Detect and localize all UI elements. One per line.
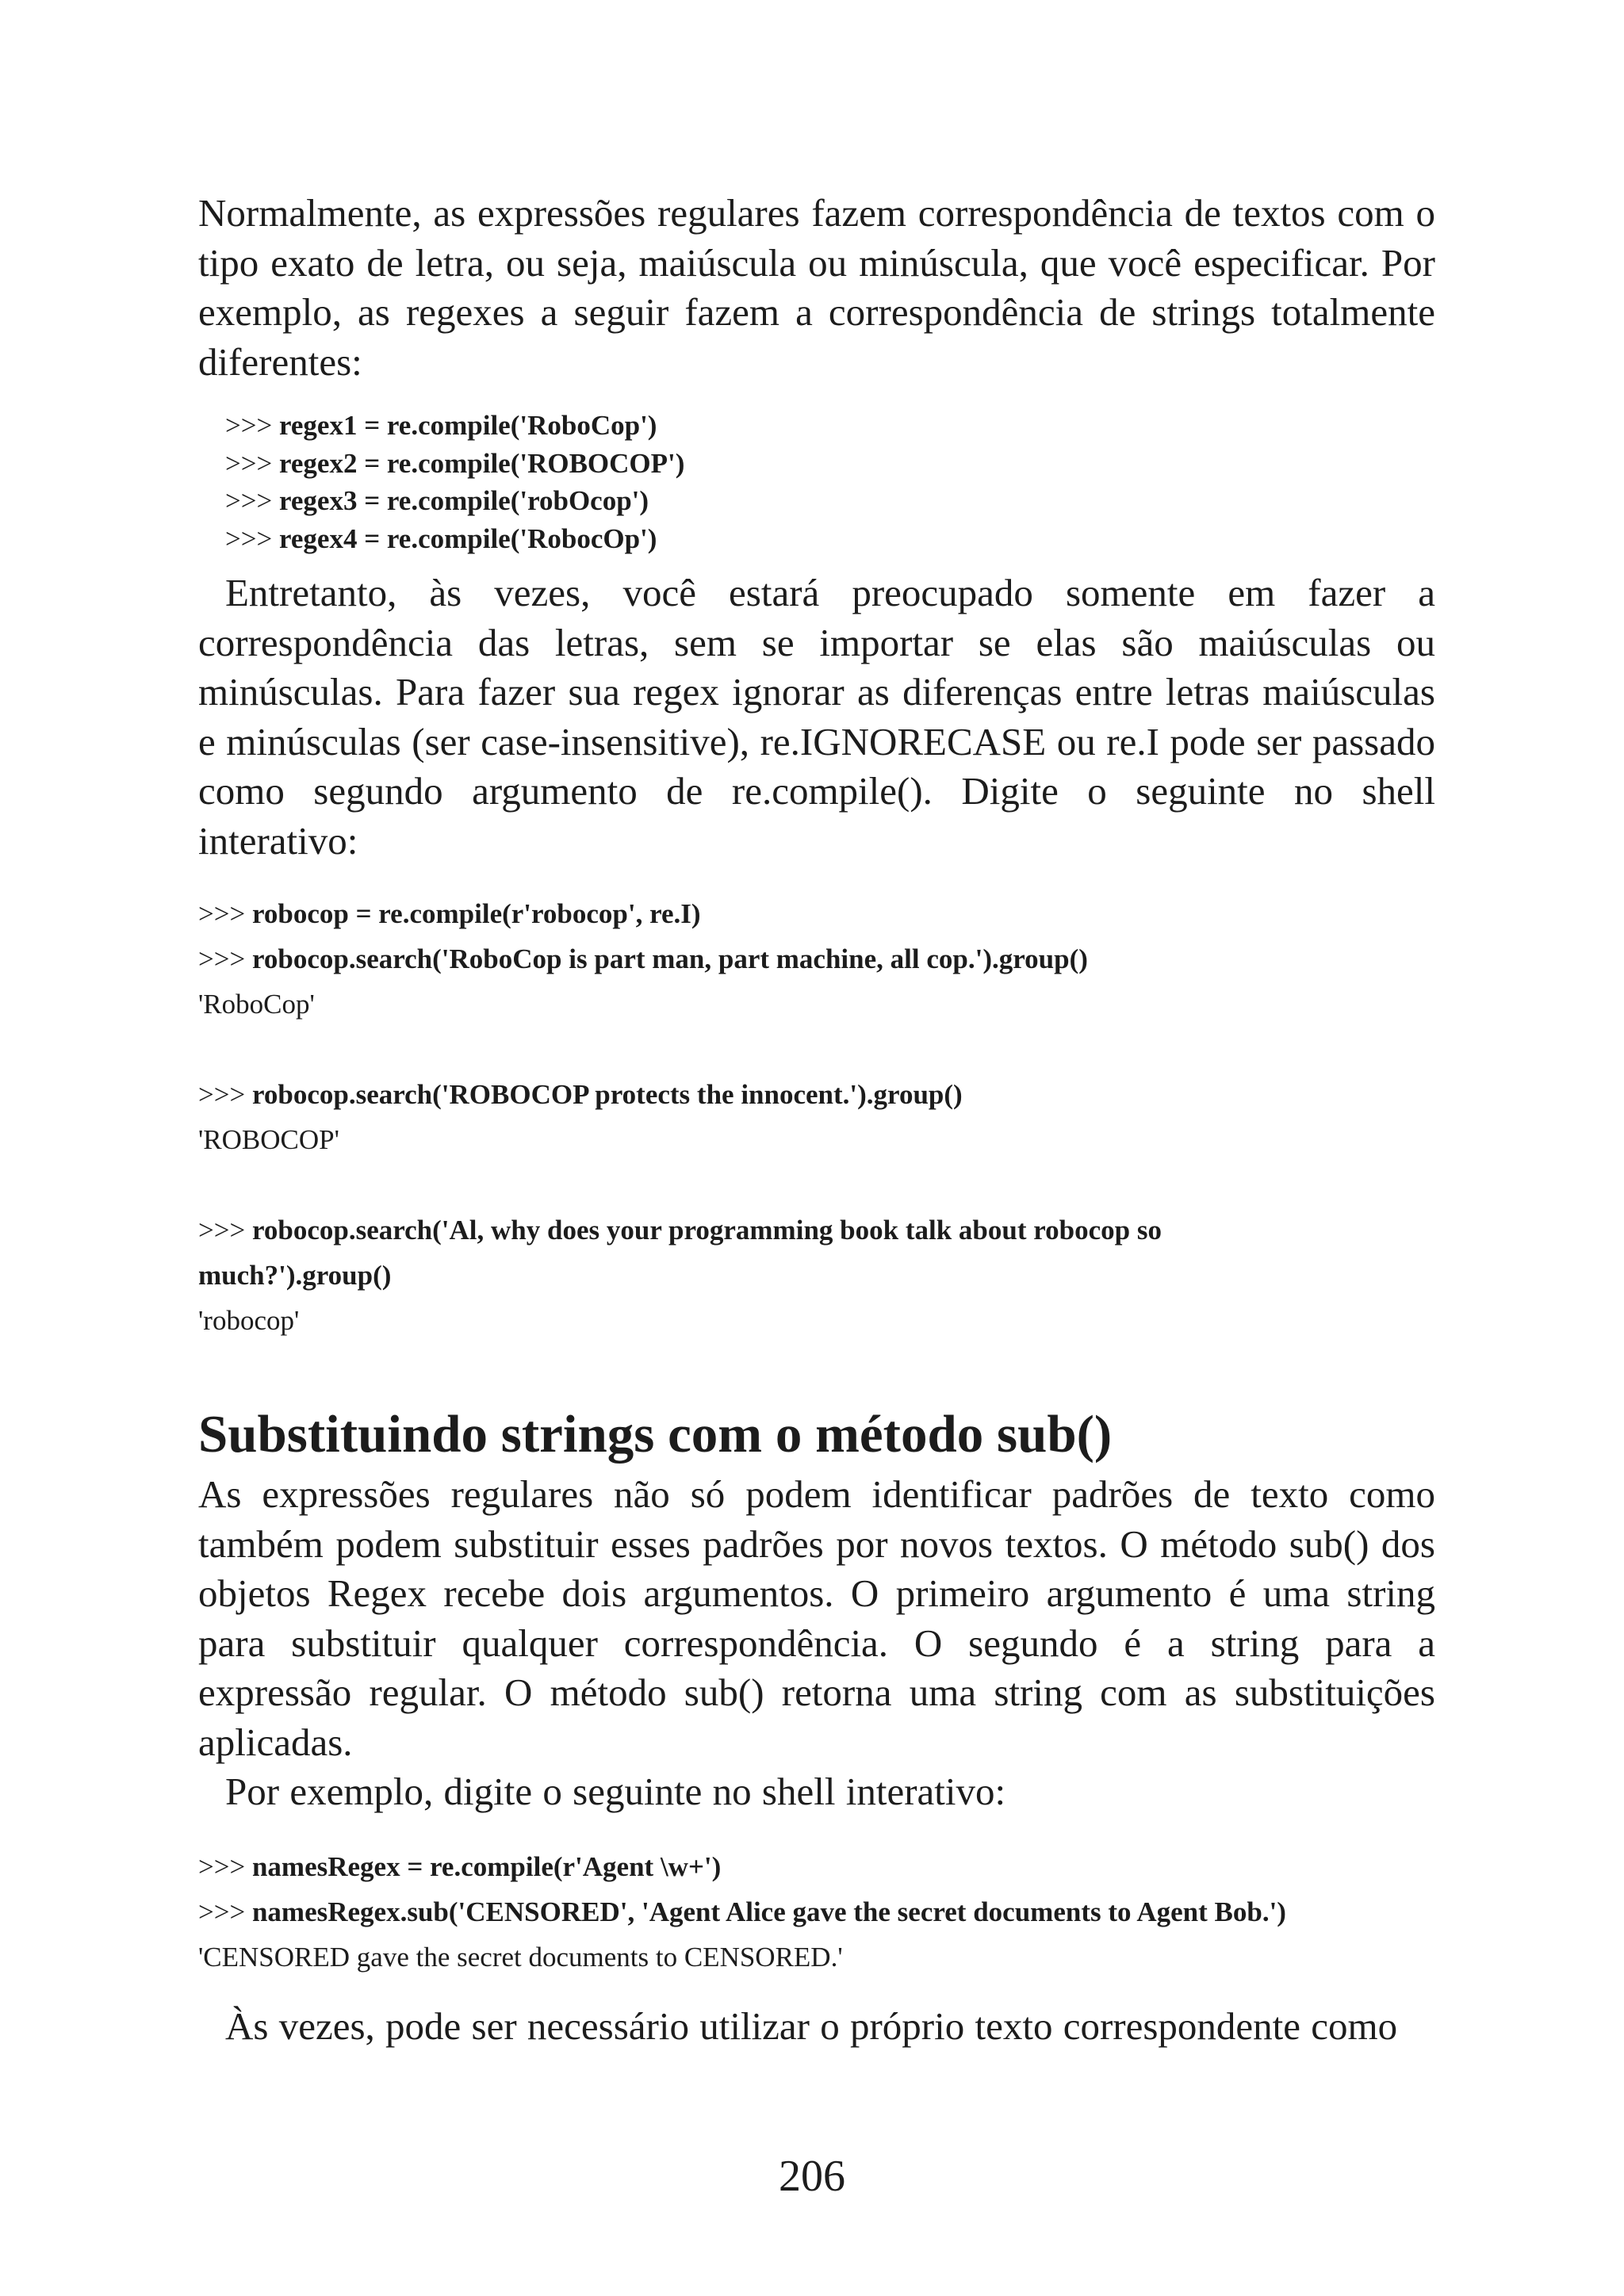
code-output: 'robocop' — [198, 1305, 300, 1336]
closing-paragraph: Às vezes, pode ser necessário utilizar o próprio texto correspondente como — [225, 2003, 1398, 2048]
page-number: 206 — [779, 2152, 845, 2201]
code-line — [225, 482, 1435, 520]
robocop-session-code — [198, 891, 1435, 1343]
ignorecase-paragraph: Entretanto, às vezes, você estará preocupado somente em fazer a correspondência das letras, sem se importar se elas são maiúsculas ou minúsculas. Para fazer sua regex ignorar as diferenças entre letras maiúsculas e minúsculas (ser case-insensitive), re.IGNORECASE ou re.I pode ser passado como segundo argumento de re.compile(). Digite o seguinte no shell interativo: — [198, 571, 1435, 863]
command: regex1 = re.compile('RoboCop') — [278, 410, 657, 441]
prompt: >>> — [225, 522, 279, 554]
command: robocop.search('ROBOCOP protects the innocent.').group() — [251, 1079, 963, 1110]
code-line — [198, 1207, 1253, 1298]
blank-line — [198, 1027, 1435, 1072]
prompt: >>> — [198, 1896, 252, 1927]
command: robocop.search('RoboCop is part man, part machine, all cop.').group() — [251, 943, 1088, 974]
code-line — [198, 1844, 1435, 1889]
prompt: >>> — [198, 1079, 252, 1110]
prompt: >>> — [198, 1850, 252, 1882]
prompt: >>> — [198, 943, 252, 974]
command: namesRegex.sub('CENSORED', 'Agent Alice gave the secret documents to Agent Bob.') — [251, 1896, 1286, 1927]
command: regex4 = re.compile('RobocOp') — [278, 522, 657, 554]
code-line — [198, 936, 1435, 982]
command: robocop = re.compile(r'robocop', re.I) — [251, 898, 701, 929]
code-line — [198, 1072, 1435, 1117]
code-line — [225, 407, 1435, 445]
code-line — [225, 445, 1435, 483]
code-line — [225, 520, 1435, 558]
code-output: 'RoboCop' — [198, 989, 315, 1020]
prompt: >>> — [225, 447, 279, 479]
prompt: >>> — [198, 898, 252, 929]
code-line — [198, 891, 1435, 936]
command: robocop.search('Al, why does your programming book talk about robocop so much?').group() — [198, 1215, 1162, 1291]
prompt: >>> — [225, 485, 279, 516]
prompt: >>> — [198, 1215, 252, 1246]
page-content — [198, 189, 1435, 2051]
command: regex2 = re.compile('ROBOCOP') — [278, 447, 685, 479]
regex-examples-code — [198, 407, 1435, 557]
section-heading: Substituindo strings com o método sub() — [198, 1405, 1113, 1464]
code-output: 'ROBOCOP' — [198, 1124, 339, 1155]
code-line — [198, 1889, 1435, 1934]
names-session-code — [198, 1844, 1435, 1980]
blank-line — [198, 1162, 1435, 1207]
prompt: >>> — [225, 410, 279, 441]
example-intro-paragraph: Por exemplo, digite o seguinte no shell interativo: — [225, 1770, 1006, 1813]
intro-paragraph: Normalmente, as expressões regulares fazem correspondência de textos com o tipo exato de letra, ou seja, maiúscula ou minúscula, que você especificar. Por exemplo, as regexes a seguir fazem a correspondência de strings totalmente diferentes: — [198, 191, 1435, 384]
sub-method-paragraph: As expressões regulares não só podem identificar padrões de texto como também podem substituir esses padrões por novos textos. O método sub() dos objetos Regex recebe dois argumentos. O primeiro argumento é uma string para substituir qualquer correspondência. O segundo é a string para a expressão regular. O método sub() retorna uma string com as substituições aplicadas. — [198, 1472, 1435, 1764]
command: namesRegex = re.compile(r'Agent \w+') — [251, 1850, 722, 1882]
command: regex3 = re.compile('robOcop') — [278, 485, 649, 516]
code-output: 'CENSORED gave the secret documents to CENSORED.' — [198, 1941, 843, 1973]
